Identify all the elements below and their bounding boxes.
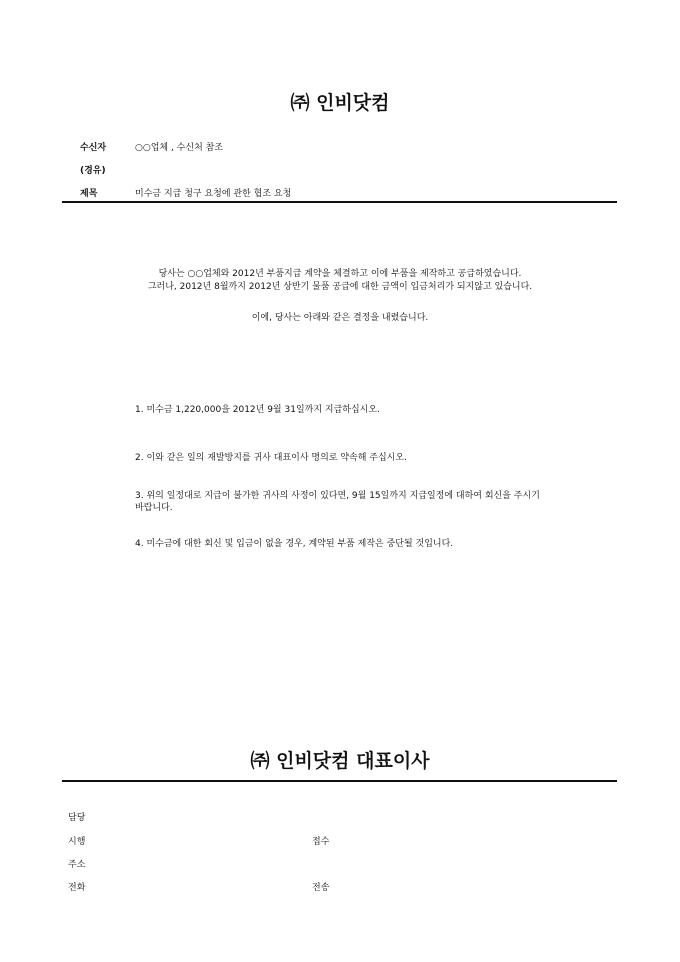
list-item: 2. 이와 같은 일의 재발방지를 귀사 대표이사 명의로 약속해 주십시오. bbox=[135, 453, 407, 463]
intro-line: 당사는 ○○업체와 2012년 부품지급 계약을 체결하고 이에 부품을 제작하고 공급하였습니다. bbox=[158, 269, 522, 279]
via-label: (경유) bbox=[80, 166, 106, 176]
recipient-value: ○○업체 , 수신처 참조 bbox=[135, 143, 224, 153]
signature-title: ㈜ 인비닷컴 대표이사 bbox=[250, 750, 430, 772]
list-item: 4. 미수금에 대한 회신 및 입금이 없을 경우, 계약된 부품 제작은 중단될 것입니다. bbox=[135, 539, 454, 549]
phone-label: 전화 bbox=[68, 883, 86, 893]
document-title: ㈜ 인비닷컴 bbox=[290, 92, 390, 114]
execution-label: 시행 bbox=[68, 837, 86, 847]
footer-divider bbox=[62, 780, 617, 782]
address-label: 주소 bbox=[68, 860, 86, 870]
list-item: 1. 미수금 1,220,000을 2012년 9월 31일까지 지급하십시오. bbox=[135, 405, 380, 415]
intro-paragraph bbox=[60, 268, 620, 294]
decision-line: 이에, 당사는 아래와 같은 결정을 내렸습니다. bbox=[251, 313, 429, 323]
subject-value: 미수금 지급 청구 요청에 관한 협조 요청 bbox=[135, 189, 292, 199]
list-item: 3. 위의 일정대로 지급이 불가한 귀사의 사정이 있다면, 9월 15일까지 지급일정에 대하여 회신을 주시기 바랍니다. bbox=[135, 491, 540, 513]
subject-label: 제목 bbox=[80, 189, 98, 199]
fax-label: 전송 bbox=[312, 883, 330, 893]
charge-label: 담당 bbox=[68, 813, 86, 823]
intro-line: 그러나, 2012년 8월까지 2012년 상반기 물품 공급에 대한 금액이 입금처리가 되지않고 있습니다. bbox=[147, 282, 533, 292]
recipient-label: 수신자 bbox=[80, 143, 107, 153]
header-divider bbox=[62, 201, 617, 203]
receipt-label: 접수 bbox=[312, 837, 330, 847]
